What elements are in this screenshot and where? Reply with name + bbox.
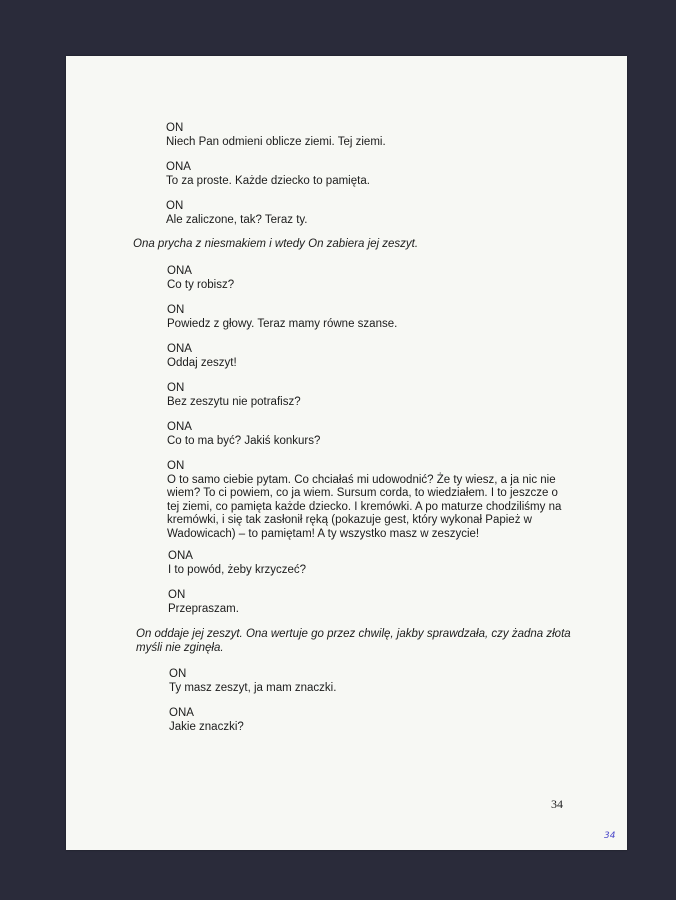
dialogue-line: kremówki, i się tak zasłonił ręką (pokazuje gest, który wykonał Papież w <box>167 514 532 526</box>
speaker-name: ONA <box>167 343 192 355</box>
speaker-name: ONA <box>169 707 194 719</box>
dialogue-block <box>167 343 237 370</box>
dialogue-line: tej ziemi, co pamięta każde dziecko. I kremówki. A po maturze chodziliśmy na <box>167 500 562 513</box>
dialogue-line: Jakie znaczki? <box>169 720 244 733</box>
dialogue-line: Ty masz zeszyt, ja mam znaczki. <box>169 681 337 694</box>
dialogue-block <box>167 460 561 541</box>
speaker-name: ON <box>166 122 184 134</box>
dialogue-block <box>166 161 370 188</box>
stage-line: myśli nie zginęła. <box>136 642 224 654</box>
speaker-name: ONA <box>167 421 192 433</box>
dialogue-line: Oddaj zeszyt! <box>167 356 237 369</box>
dialogue-line: O to samo ciebie pytam. Co chciałaś mi udowodnić? Że ty wiesz, a ja nic nie <box>167 473 556 486</box>
dialogue-line: I to powód, żeby krzyczeć? <box>168 563 307 576</box>
dialogue-block <box>167 382 301 409</box>
dialogue-block <box>169 668 336 695</box>
speaker-name: ON <box>167 304 185 316</box>
page-number: 34 <box>551 797 563 811</box>
dialogue-line: Bez zeszytu nie potrafisz? <box>167 395 301 408</box>
dialogue-block <box>168 589 239 616</box>
dialogue-line: Wadowicach) – to pamiętam! A ty wszystko masz w zeszycie! <box>167 527 480 540</box>
speaker-name: ON <box>168 589 186 601</box>
dialogue-line: Ale zaliczone, tak? Teraz ty. <box>166 213 308 226</box>
dialogue-line: Niech Pan odmieni oblicze ziemi. Tej ziemi. <box>166 135 386 148</box>
dialogue-line: Powiedz z głowy. Teraz mamy równe szanse. <box>167 317 398 330</box>
stage-direction <box>133 237 418 251</box>
dialogue-block <box>167 265 234 292</box>
dialogue-block <box>169 707 244 734</box>
dialogue-line: Przepraszam. <box>168 602 239 615</box>
stage-line: Ona prycha z niesmakiem i wtedy On zabiera jej zeszyt. <box>133 238 419 250</box>
dialogue-block <box>167 421 320 448</box>
dialogue-block <box>166 200 307 227</box>
stage-direction <box>136 627 571 655</box>
speaker-name: ONA <box>168 550 193 562</box>
script-page <box>66 56 627 850</box>
dialogue-line: Co ty robisz? <box>167 278 235 291</box>
stage-line: On oddaje jej zeszyt. Ona wertuje go przez chwilę, jakby sprawdzała, czy żadna złota <box>136 628 571 640</box>
dialogue-block <box>168 550 306 577</box>
dialogue-line: Co to ma być? Jakiś konkurs? <box>167 434 321 447</box>
dialogue-block <box>167 304 397 331</box>
speaker-name: ON <box>167 382 185 394</box>
dialogue-block <box>166 122 386 149</box>
dialogue-line: To za proste. Każde dziecko to pamięta. <box>166 174 370 187</box>
handwritten-page-mark: 34 <box>604 831 616 841</box>
speaker-name: ON <box>166 200 184 212</box>
dialogue-line: wiem? To ci powiem, co ja wiem. Sursum corda, to wiedziałem. I to jeszcze o <box>167 487 558 499</box>
speaker-name: ONA <box>166 161 191 173</box>
speaker-name: ON <box>167 460 185 472</box>
speaker-name: ONA <box>167 265 192 277</box>
speaker-name: ON <box>169 668 187 680</box>
